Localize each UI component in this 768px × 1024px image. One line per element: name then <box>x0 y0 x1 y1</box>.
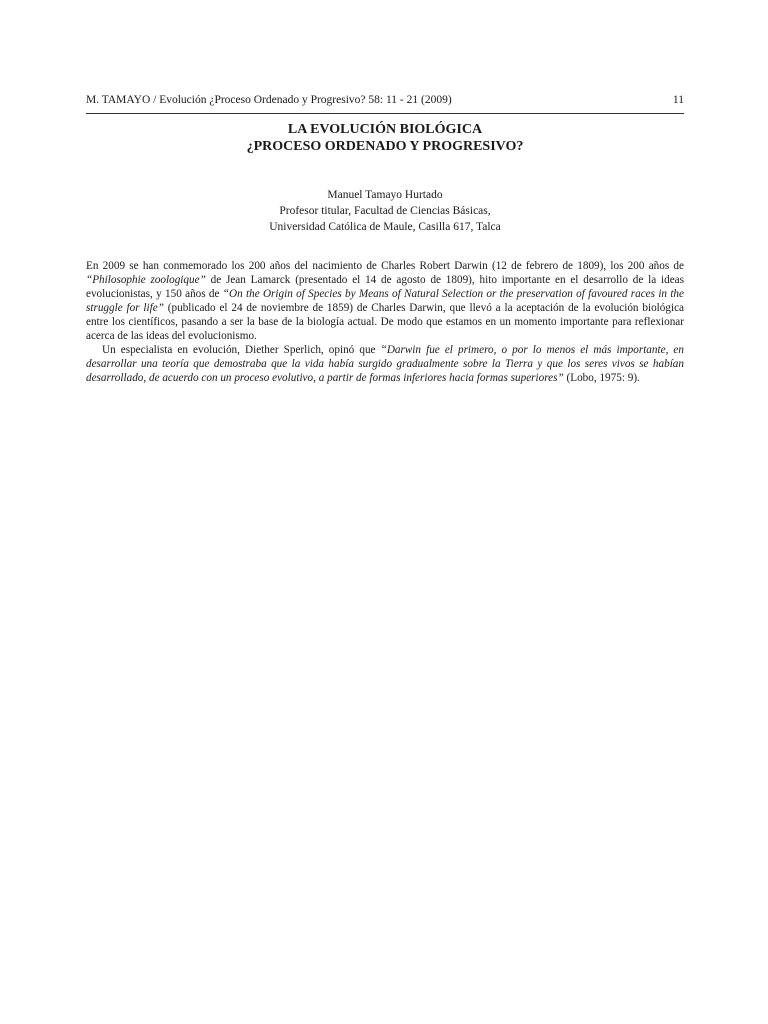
running-title: M. TAMAYO / Evolución ¿Proceso Ordenado y Progresivo? 58: 11 - 21 (2009) <box>86 94 452 106</box>
author-block <box>86 187 684 235</box>
article-title <box>86 121 684 155</box>
text-run: Un especialista en evolución, Diether Sperlich, opinó que <box>102 344 381 356</box>
italic-run: “Philosophie zoologique” <box>86 274 206 286</box>
italic-run: “Darwin fue el primero, o por lo menos el más importante, en desarrollar una teoría que demostraba que la vida había surgido gradualmente sobre la Tierra y que los seres vivos se habían desarrollado, de acuerdo con un proceso evolutivo, a partir de formas inferiores hacia formas superiores” <box>86 344 684 384</box>
author-position: Profesor titular, Facultad de Ciencias Básicas, <box>279 205 491 217</box>
article-body <box>86 259 684 385</box>
running-header <box>86 94 684 106</box>
author-affiliation: Universidad Católica de Maule, Casilla 617, Talca <box>269 221 501 233</box>
text-run: (publicado el 24 de noviembre de 1859) de Charles Darwin, que llevó a la aceptación de la evolución biológica entre los científicos, pasando a ser la base de la biología actual. De modo que estamos en un momento importante para reflexionar acerca de las ideas del evolucionismo. <box>86 302 684 342</box>
italic-run: “On the Origin of Species by Means of Natural Selection or the preservation of favoured races in the struggle for life” <box>86 288 684 314</box>
paragraph-1 <box>86 259 684 343</box>
title-line-2: ¿PROCESO ORDENADO Y PROGRESIVO? <box>246 139 524 154</box>
text-run: de Jean Lamarck (presentado el 14 de agosto de 1809), hito importante en el desarrollo de la ideas evolucionistas, y 150 años de <box>86 274 684 300</box>
paragraph-2 <box>86 343 684 385</box>
author-name: Manuel Tamayo Hurtado <box>327 189 443 201</box>
title-line-1: LA EVOLUCIÓN BIOLÓGICA <box>287 122 483 137</box>
text-run: En 2009 se han conmemorado los 200 años del nacimiento de Charles Robert Darwin (12 de febrero de 1809), los 200 años de <box>86 260 684 272</box>
page-number: 11 <box>672 94 684 106</box>
header-rule <box>86 113 684 114</box>
text-run: (Lobo, 1975: 9). <box>563 372 640 384</box>
